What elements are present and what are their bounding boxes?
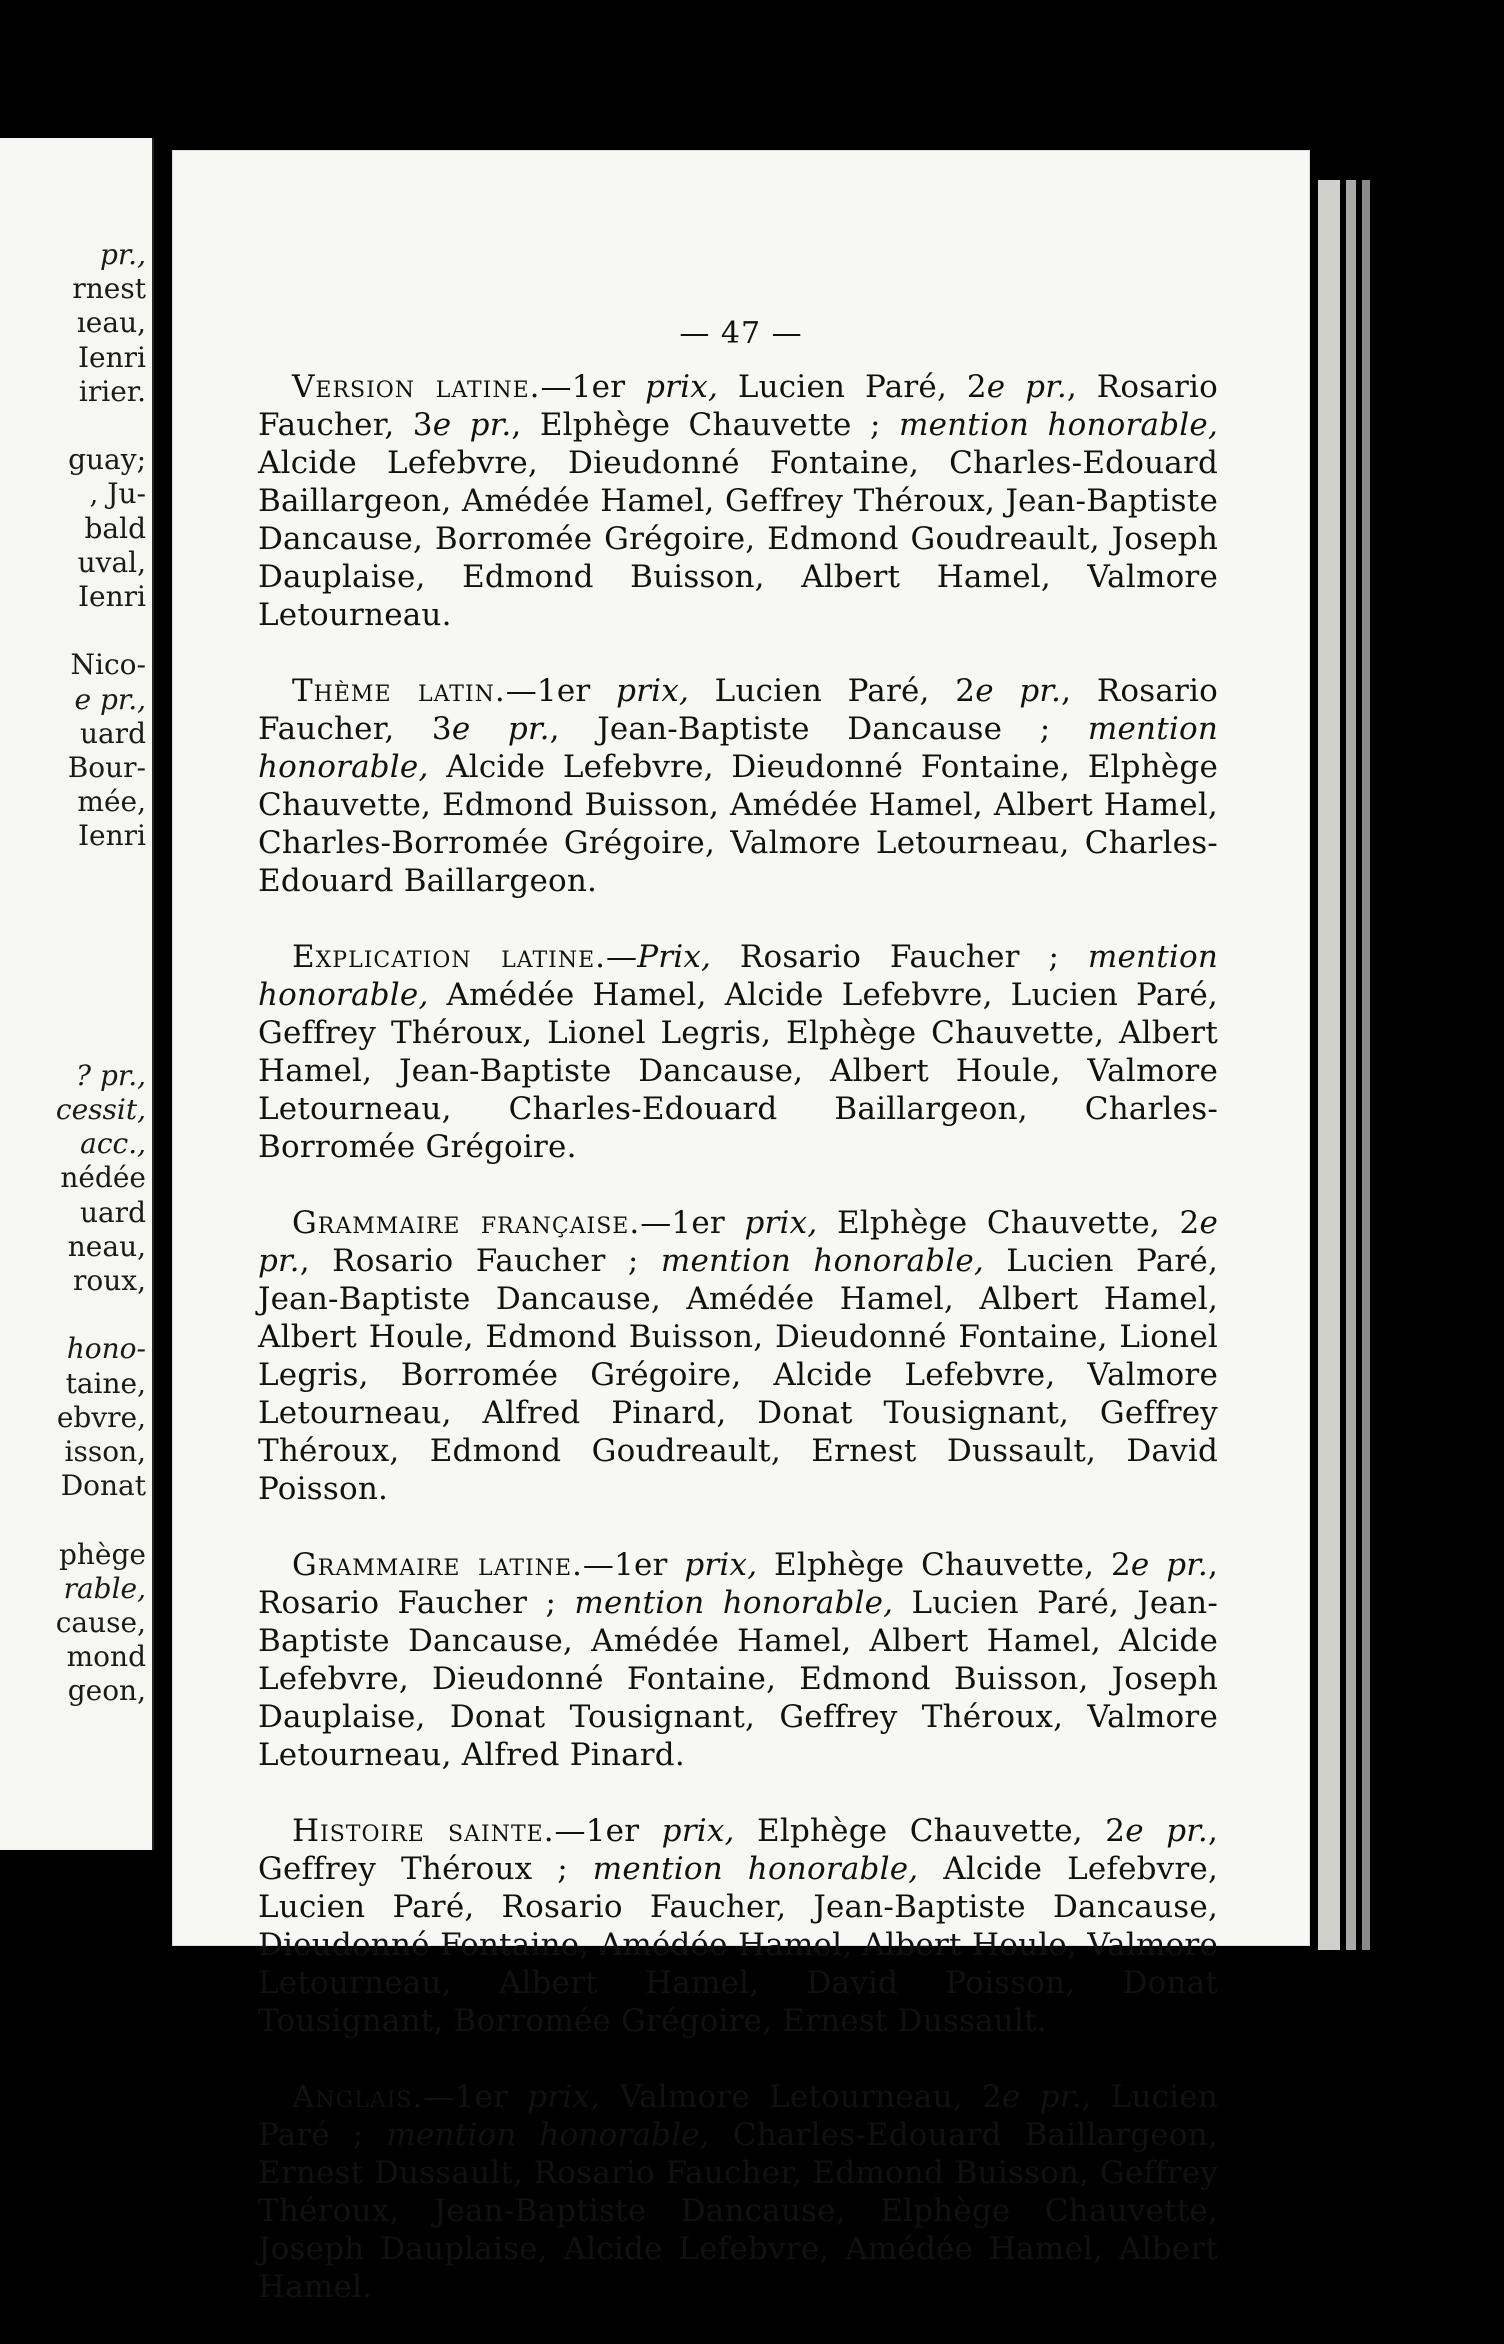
prize-list — [258, 368, 1218, 2344]
left-page-line: neau, — [67, 1229, 146, 1263]
italic-text: prix, — [661, 1813, 735, 1849]
entry-text: , Rosario Faucher ; — [258, 1547, 1218, 1621]
left-page-line: Ienri — [77, 340, 146, 374]
left-page-line: guay; — [68, 443, 146, 477]
entry-text: , Rosario Faucher, 3 — [258, 673, 1219, 747]
entry-text: —1er — [582, 1547, 685, 1583]
entry-text: , Lucien Paré ; — [258, 2079, 1218, 2153]
italic-text: prix, — [744, 1205, 818, 1241]
page-edge — [1318, 180, 1340, 1950]
italic-text: mention honorable, — [258, 711, 1219, 785]
italic-text: e pr. — [258, 1205, 1218, 1279]
left-page-line: Ienri — [77, 819, 146, 853]
left-page-fragment — [0, 138, 154, 1850]
left-page-line: geon, — [67, 1674, 146, 1708]
italic-text: e pr. — [451, 711, 550, 747]
italic-text: e pr. — [1130, 1547, 1208, 1583]
left-page-line: nédée — [60, 1161, 146, 1195]
entry-text: Valmore Letourneau, 2 — [600, 2079, 1002, 2115]
italic-text: e pr. — [1125, 1813, 1208, 1849]
left-page-line: mée, — [77, 785, 146, 819]
page-edge — [1362, 180, 1370, 1950]
entry-text: Lucien Paré, Jean-Baptiste Dancause, Amédée Hamel, Albert Hamel, Alcide Lefebvre, Dieudonné Fontaine, Edmond Buisson, Joseph Dauplaise, Donat Tousignant, Geffrey Théroux, Valmore Letourneau, Alfred Pinard. — [258, 1585, 1218, 1773]
prize-entry — [258, 672, 1218, 900]
entry-text: Elphège Chauvette, 2 — [757, 1547, 1131, 1583]
italic-text: prix, — [645, 369, 718, 405]
main-page — [172, 150, 1310, 2305]
entry-text: Lucien Paré, 2 — [689, 673, 976, 709]
prize-entry — [258, 1204, 1218, 1508]
italic-text: e pr. — [1001, 2079, 1082, 2115]
entry-text: —1er — [640, 1205, 745, 1241]
left-page-line: cessit, — [55, 1093, 146, 1126]
entry-text: , Elphège Chauvette ; — [511, 407, 899, 443]
entry-text: , Rosario Faucher ; — [299, 1243, 661, 1279]
italic-text: e pr. — [432, 407, 512, 443]
entry-text: —1er — [540, 369, 646, 405]
prize-entry — [258, 368, 1218, 634]
left-page-line: ? pr., — [76, 1058, 146, 1092]
left-page-line: , Ju- — [89, 477, 146, 511]
entry-text: Elphège Chauvette, 2 — [734, 1813, 1126, 1849]
left-page-line: hono- — [66, 1332, 146, 1366]
left-page-line: uard — [79, 1195, 146, 1229]
left-page-line: isson, — [64, 1435, 146, 1468]
italic-text: mention honorable, — [258, 939, 1218, 1013]
entry-text: Charles-Edouard Baillargeon, Ernest Dussault, Rosario Faucher, Edmond Buisson, Geffrey Théroux, Jean-Baptiste Dancause, Elphège Chauvette, Joseph Dauplaise, Alcide Lefebvre, Amédée Hamel, Albert Hamel. — [258, 2117, 1218, 2305]
left-page-line: Bour- — [67, 751, 146, 784]
italic-text: mention honorable, — [592, 1851, 919, 1887]
entry-text: Amédée Hamel, Alcide Lefebvre, Lucien Paré, Geffrey Théroux, Lionel Legris, Elphège Chauvette, Albert Hamel, Jean-Baptiste Dancause, Albert Houle, Valmore Letourneau, Charles-Edouard Baillargeon, Charles-Borromée Grégoire. — [258, 977, 1218, 1165]
subject-heading: Grammaire française. — [292, 1205, 641, 1241]
entry-text: Lucien Paré, Jean-Baptiste Dancause, Amédée Hamel, Albert Hamel, Albert Houle, Edmond Buisson, Dieudonné Fontaine, Lionel Legris, Borromée Grégoire, Alcide Lefebvre, Valmore Letourneau, Alfred Pinard, Donat Tousignant, Geffrey Théroux, Edmond Goudreault, Ernest Dussault, David Poisson. — [258, 1243, 1218, 1507]
entry-text: — — [605, 939, 638, 975]
italic-text: e pr. — [986, 369, 1067, 405]
entry-text: Elphège Chauvette, 2 — [817, 1205, 1200, 1241]
entry-text: , Jean-Baptiste Dancause ; — [549, 711, 1088, 747]
left-page-line: ıeau, — [76, 306, 146, 340]
left-page-line: phège — [58, 1537, 146, 1571]
left-page-line: e pr., — [74, 682, 146, 716]
subject-heading: Grammaire latine. — [292, 1547, 583, 1583]
italic-text: mention honorable, — [660, 1243, 984, 1279]
entry-text: , Geffrey Théroux ; — [258, 1813, 1218, 1887]
left-page-line: irier. — [78, 374, 146, 408]
entry-text: Alcide Lefebvre, Lucien Paré, Rosario Faucher, Jean-Baptiste Dancause, Dieudonné Fontaine, Amédée Hamel, Albert Houle, Valmore Letourneau, Albert Hamel, David Poisson, Donat Tousignant, Borromée Grégoire, Ernest Dussault. — [258, 1851, 1218, 2039]
subject-heading: Explication latine. — [292, 939, 606, 975]
left-page-line: Ienri — [77, 580, 146, 613]
italic-text: e pr. — [975, 673, 1062, 709]
italic-text: Prix, — [637, 939, 712, 975]
subject-heading: Version latine. — [292, 369, 541, 405]
entry-text: Alcide Lefebvre, Dieudonné Fontaine, Charles-Edouard Baillargeon, Amédée Hamel, Geffrey Théroux, Jean-Baptiste Dancause, Borromée Grégoire, Edmond Goudreault, Joseph Dauplaise, Edmond Buisson, Albert Hamel, Valmore Letourneau. — [258, 445, 1218, 633]
left-page-line: taine, — [65, 1366, 146, 1400]
left-page-line: ebvre, — [56, 1400, 146, 1434]
subject-heading: Anglais. — [292, 2079, 424, 2115]
left-page-line: uard — [79, 716, 146, 750]
left-page-line: uval, — [77, 545, 146, 579]
prize-entry — [258, 938, 1218, 1166]
left-page-line: pr., — [99, 238, 146, 271]
left-page-line: rnest — [72, 272, 146, 306]
left-page-line: roux, — [73, 1264, 146, 1297]
left-page-line: Donat — [60, 1469, 146, 1503]
left-page-line: Nico- — [70, 648, 146, 682]
entry-text: Alcide Lefebvre, Dieudonné Fontaine, Elphège Chauvette, Edmond Buisson, Amédée Hamel, Albert Hamel, Charles-Borromée Grégoire, Valmore Letourneau, Charles-Edouard Baillargeon. — [258, 749, 1218, 899]
entry-text: Rosario Faucher ; — [711, 939, 1088, 975]
page-edge — [1346, 180, 1356, 1950]
subject-heading: Histoire sainte. — [292, 1813, 555, 1849]
prize-entry — [258, 1546, 1218, 1774]
italic-text: prix, — [684, 1547, 758, 1583]
italic-text: mention honorable, — [574, 1585, 894, 1621]
entry-text: —1er — [505, 673, 617, 709]
left-page-line: bald — [84, 511, 146, 545]
subject-heading: Thème latin. — [292, 673, 506, 709]
italic-text: mention honorable, — [898, 407, 1218, 443]
left-page-line: mond — [66, 1640, 146, 1674]
left-page-line: cause, — [55, 1606, 146, 1639]
page-number: — 47 — — [679, 316, 803, 351]
entry-text: —1er — [554, 1813, 662, 1849]
italic-text: prix, — [527, 2079, 601, 2115]
italic-text: prix, — [616, 673, 689, 709]
left-page-line: acc., — [80, 1127, 146, 1161]
prize-entry — [258, 2078, 1218, 2306]
entry-text: —1er — [423, 2079, 528, 2115]
italic-text: mention honorable, — [386, 2117, 710, 2153]
entry-text: , Rosario Faucher, 3 — [258, 369, 1218, 443]
prize-entry — [258, 1812, 1218, 2040]
entry-text: Lucien Paré, 2 — [718, 369, 987, 405]
left-page-line: rable, — [63, 1571, 146, 1605]
